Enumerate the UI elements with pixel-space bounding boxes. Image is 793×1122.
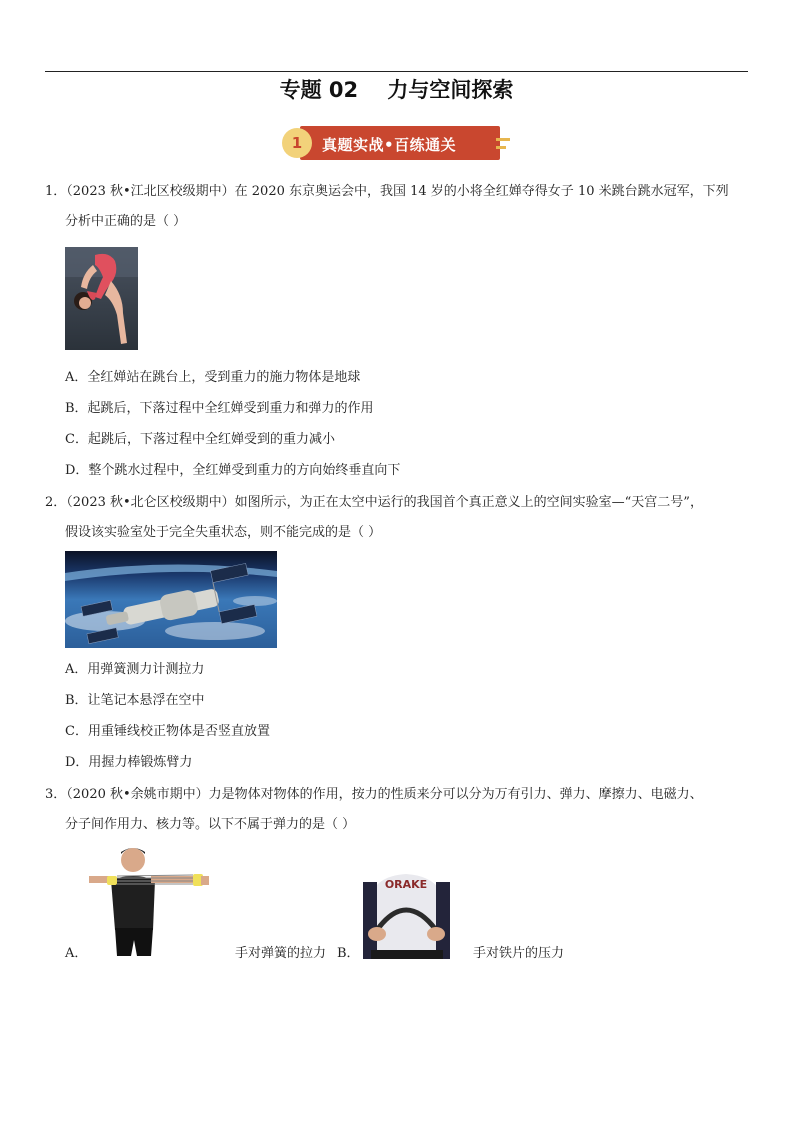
question-1-option-c: C．起跳后，下落过程中全红婵受到的重力减小 (65, 432, 335, 447)
diver-photo (65, 247, 138, 350)
question-2-option-a: A．用弹簧测力计测拉力 (65, 662, 205, 677)
question-3-option-b-letter: B． (337, 946, 360, 961)
question-2-option-d: D．用握力棒锻炼臂力 (65, 755, 193, 770)
question-1-option-d: D．整个跳水过程中，全红婵受到重力的方向始终垂直向下 (65, 463, 401, 478)
shirt-print: ORAKE (384, 878, 428, 891)
question-2-line-1: 2．（2023 秋•北仑区校级期中）如图所示，为正在太空中运行的我国首个真正意义上的空间实验室—“天宫二号”， (45, 495, 703, 510)
section-banner (282, 124, 512, 162)
question-1-option-a: A．全红婵站在跳台上，受到重力的施力物体是地球 (65, 370, 361, 385)
page-title: 专题 02 力与空间探索 (279, 78, 514, 102)
question-1-option-b: B．起跳后，下落过程中全红婵受到重力和弹力的作用 (65, 401, 374, 416)
question-2-option-c: C．用重锤线校正物体是否竖直放置 (65, 724, 270, 739)
question-3-option-a-letter: A． (65, 946, 88, 961)
header-rule (45, 71, 748, 72)
banner-deco (496, 138, 510, 141)
section-label: 真题实战•百练通关 (322, 136, 457, 154)
question-3-line-2: 分子间作用力、核力等。以下不属于弹力的是（ ） (65, 817, 356, 832)
section-number: 1 (282, 128, 312, 158)
banner-deco (496, 146, 506, 149)
metal-ring-photo (363, 872, 450, 959)
question-3-line-1: 3．（2020 秋•余姚市期中）力是物体对物体的作用，按力的性质来分可以分为万有引力、弹力、摩擦力、电磁力、 (45, 787, 703, 802)
question-1-line-1: 1．（2023 秋•江北区校级期中）在 2020 东京奥运会中，我国 14 岁的小将全红婵夺得女子 10 米跳台跳水冠军，下列 (45, 184, 729, 199)
spring-expander-photo (85, 840, 215, 958)
question-1-line-2: 分析中正确的是（ ） (65, 214, 187, 229)
question-2-option-b: B．让笔记本悬浮在空中 (65, 693, 205, 708)
question-3-option-a-text: 手对弹簧的拉力 (235, 946, 327, 961)
question-3-option-b-text: 手对铁片的压力 (473, 946, 565, 961)
space-station-photo (65, 551, 277, 648)
question-2-line-2: 假设该实验室处于完全失重状态，则不能完成的是（ ） (65, 525, 382, 540)
